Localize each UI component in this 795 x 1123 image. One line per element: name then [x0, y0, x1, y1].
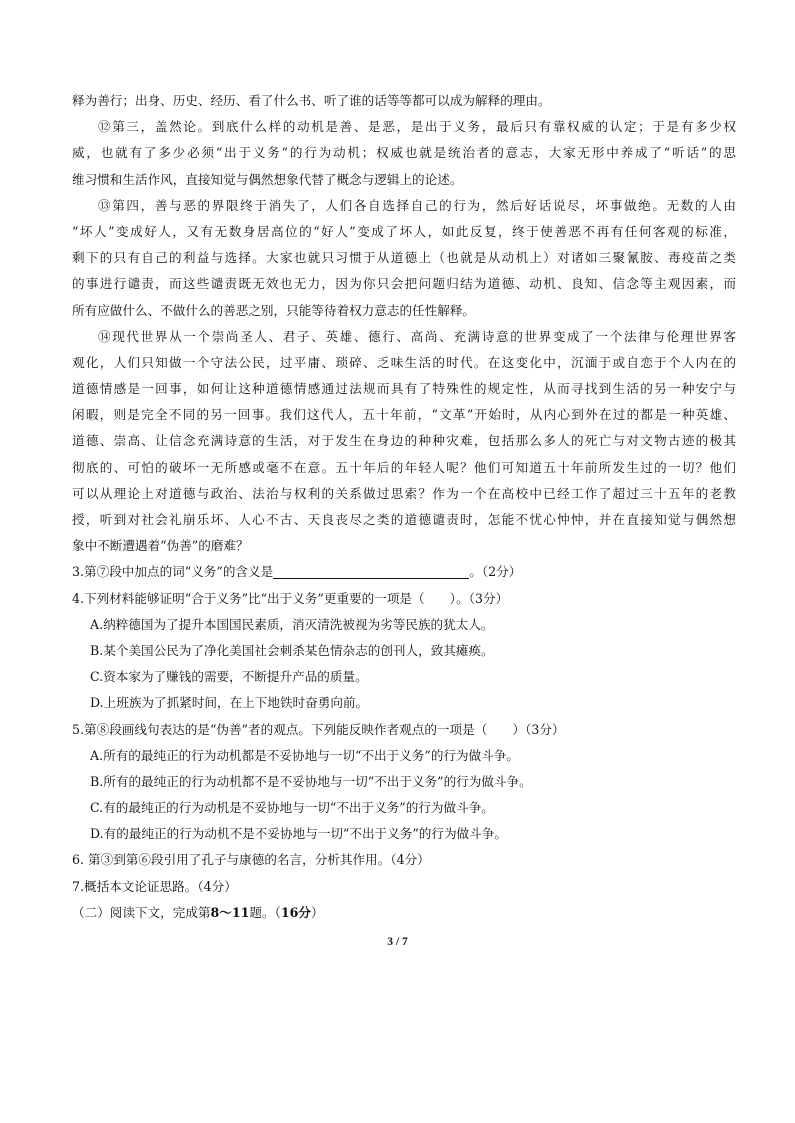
option-b: B.所有的最纯正的行为动机都不是不妥协地与一切“不出于义务”的行为做斗争。 [90, 773, 532, 789]
question-3-score: 。（2分） [469, 564, 522, 580]
question-7: 7.概括本文论证思路。（4分） [72, 878, 237, 894]
section-suffix: ） [311, 904, 324, 920]
question-5-stem: 5.第⑧段画线句表达的是“伪善”者的观点。下列能反映作者观点的一项是（ ）（3分） [72, 721, 565, 737]
section-prefix: （二）阅读下文，完成第 [72, 904, 211, 920]
option-b: B.某个美国公民为了净化美国社会刺杀某色情杂志的创刊人，致其瘫痪。 [90, 642, 494, 658]
passage-line: 可以从理论上对道德与政治、法治与权利的关系做过思索？作为一个在高校中已经工作了超过三十五年的老教 [72, 485, 736, 501]
passage-line: 道德情感是一回事，如何让这种道德情感通过法规而具有了特殊性的规定性，从而寻找到生活的另一种安宁与 [72, 381, 736, 397]
passage-line: 授，听到对社会礼崩乐坏、人心不古、天良丧尽之类的道德谴责时，怎能不忧心忡忡，并在直接知觉与偶然想 [72, 512, 736, 527]
passage-line: 道德、崇高、让信念充满诗意的生活，对于发生在身边的种种灾难，包括那么多人的死亡与对文物古迹的极其 [72, 433, 736, 449]
question-3 [72, 559, 736, 585]
question-6: 6. 第③到第⑥段引用了孔子与康德的名言，分析其作用。（4分） [72, 852, 430, 868]
passage-line: “坏人”变成好人，又有无数身居高位的“好人”变成了坏人，如此反复，终于使善恶不再有任何客观的标准， [72, 223, 736, 239]
passage-line: 释为善行；出身、历史、经历、看了什么书、听了谁的话等等都可以成为解释的理由。 [72, 93, 551, 108]
question-4-stem: 4.下列材料能够证明“合于义务”比“出于义务”更重要的一项是（ ）。（3分） [72, 590, 509, 606]
passage-line: 威，也就有了多少必须“出于义务”的行为动机；权威也就是统治者的意志，大家无形中养成了“听话”的思 [72, 145, 736, 161]
passage-line: ⑬第四，善与恶的界限终于消失了，人们各自选择自己的行为，然后好话说尽，坏事做绝。无数的人由 [98, 197, 736, 213]
section-score: 16分 [280, 904, 312, 920]
passage-line: ⑫第三，盖然论。到底什么样的动机是善、是恶，是出于义务，最后只有靠权威的认定；于是有多少权 [98, 119, 736, 135]
option-c: C.有的最纯正的行为动机是不妥协地与一切“不出于义务”的行为做斗争。 [90, 800, 494, 816]
passage-line: 象中不断遭遇着“伪善”的磨难？ [72, 538, 249, 554]
passage-line: 所有应做什么、不做什么的善恶之别，只能等待着权力意志的任性解释。 [72, 302, 475, 318]
option-c: C.资本家为了赚钱的需要，不断提升产品的质量。 [90, 669, 368, 685]
passage-line: 闲暇，则是完全不同的另一回事。我们这代人，五十年前，“文革”开始时，从内心到外在过的都是一种英雄、 [72, 407, 736, 423]
section-question-range: 8～11 [210, 904, 250, 920]
question-3-stem: 3.第⑦段中加点的词“义务”的含义是 [72, 564, 274, 580]
document-page [72, 88, 736, 926]
option-d: D.有的最纯正的行为动机不是不妥协地与一切“不出于义务”的行为做斗争。 [90, 826, 507, 842]
passage-line: 剩下的只有自己的利益与选择。大家也就只习惯于从道德上（也就是从动机上）对诸如三聚氰胺、毒疫苗之类 [72, 250, 736, 266]
passage-line: 彻底的、可怕的破坏一无所感或毫不在意。五十年后的年轻人呢？他们可知道五十年前所发生过的一切？他们 [72, 459, 736, 475]
option-a: A.所有的最纯正的行为动机都是不妥协地与一切“不出于义务”的行为做斗争。 [90, 747, 519, 763]
section-middle: 题。（ [249, 904, 281, 920]
passage-line: 观化，人们只知做一个守法公民，过平庸、琐碎、乏味生活的时代。在这变化中，沉湎于或自恋于个人内在的 [72, 354, 736, 370]
question-4 [72, 586, 736, 717]
section-heading [72, 900, 736, 926]
passage-line: 维习惯和生活作风，直接知觉与偶然想象代替了概念与逻辑上的论述。 [72, 171, 463, 187]
passage-line: 的事进行谴责，而这些谴责既无效也无力，因为你只会把问题归结为道德、动机、良知、信念等主观因素，而 [72, 276, 736, 292]
option-d: D.上班族为了抓紧时间，在上下地铁时奋勇向前。 [90, 695, 369, 711]
passage-line: ⑭现代世界从一个崇尚圣人、君子、英雄、德行、高尚、充满诗意的世界变成了一个法律与伦理世界客 [98, 328, 736, 344]
page-number: 3 / 7 [387, 936, 408, 948]
answer-blank[interactable] [273, 562, 469, 579]
option-a: A.纳粹德国为了提升本国国民素质，消灭清洗被视为劣等民族的犹太人。 [90, 616, 494, 632]
passage [72, 88, 736, 559]
question-5 [72, 717, 736, 848]
